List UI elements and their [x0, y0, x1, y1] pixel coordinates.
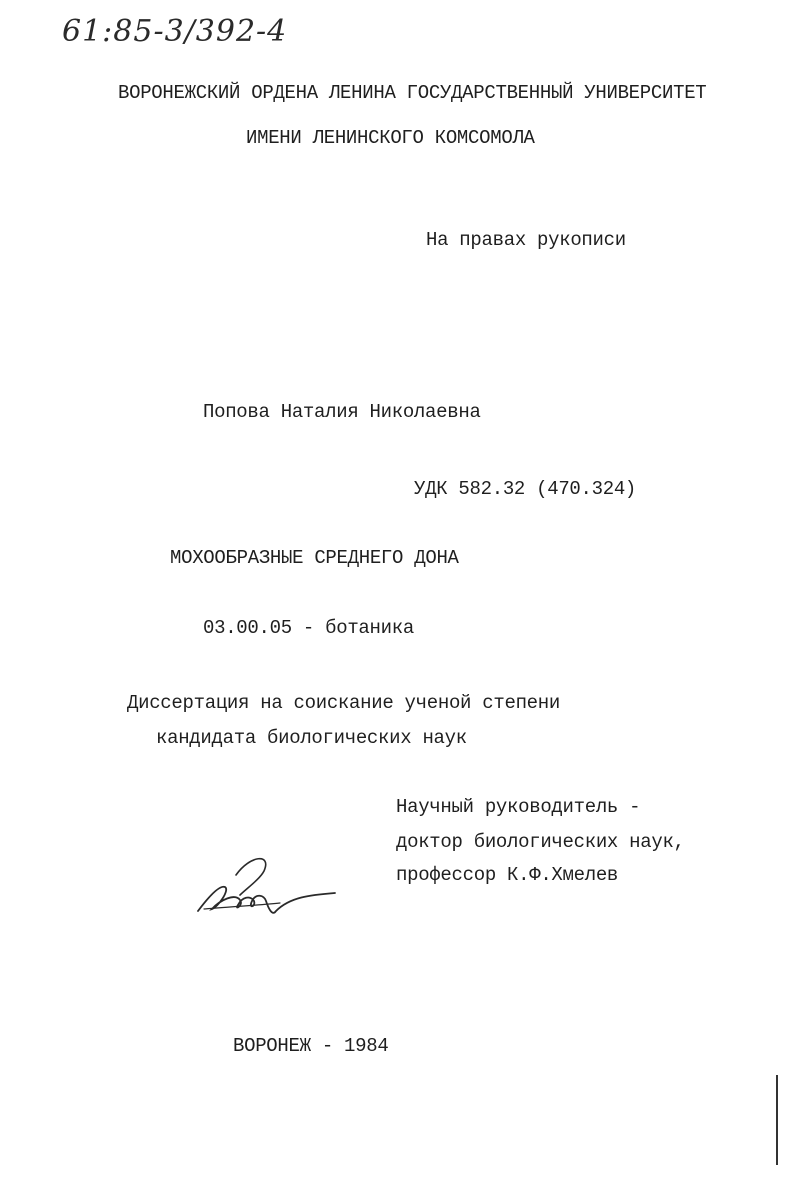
supervisor-line-2: доктор биологических наук,: [396, 831, 685, 853]
dissertation-title: МОХООБРАЗНЫЕ СРЕДНЕГО ДОНА: [170, 547, 459, 569]
dissertation-line-1: Диссертация на соискание ученой степени: [127, 692, 560, 714]
dissertation-line-2: кандидата биологических наук: [156, 727, 467, 749]
handwritten-signature: [190, 845, 340, 925]
margin-edge-mark: [776, 1075, 778, 1165]
university-line-1: ВОРОНЕЖСКИЙ ОРДЕНА ЛЕНИНА ГОСУДАРСТВЕННЫЙ УНИВЕРСИТЕТ: [118, 82, 707, 104]
udc-code: УДК 582.32 (470.324): [414, 478, 637, 500]
author-name: Попова Наталия Николаевна: [203, 401, 481, 423]
supervisor-line-1: Научный руководитель -: [396, 796, 641, 818]
manuscript-rights: На правах рукописи: [426, 229, 626, 251]
university-line-2: ИМЕНИ ЛЕНИНСКОГО КОМСОМОЛА: [246, 127, 535, 149]
supervisor-line-3: профессор К.Ф.Хмелев: [396, 864, 619, 886]
archive-mark: 61:85-3/392-4: [62, 14, 288, 49]
specialty-code: 03.00.05 - ботаника: [203, 617, 414, 639]
city-and-year: ВОРОНЕЖ - 1984: [233, 1035, 389, 1057]
